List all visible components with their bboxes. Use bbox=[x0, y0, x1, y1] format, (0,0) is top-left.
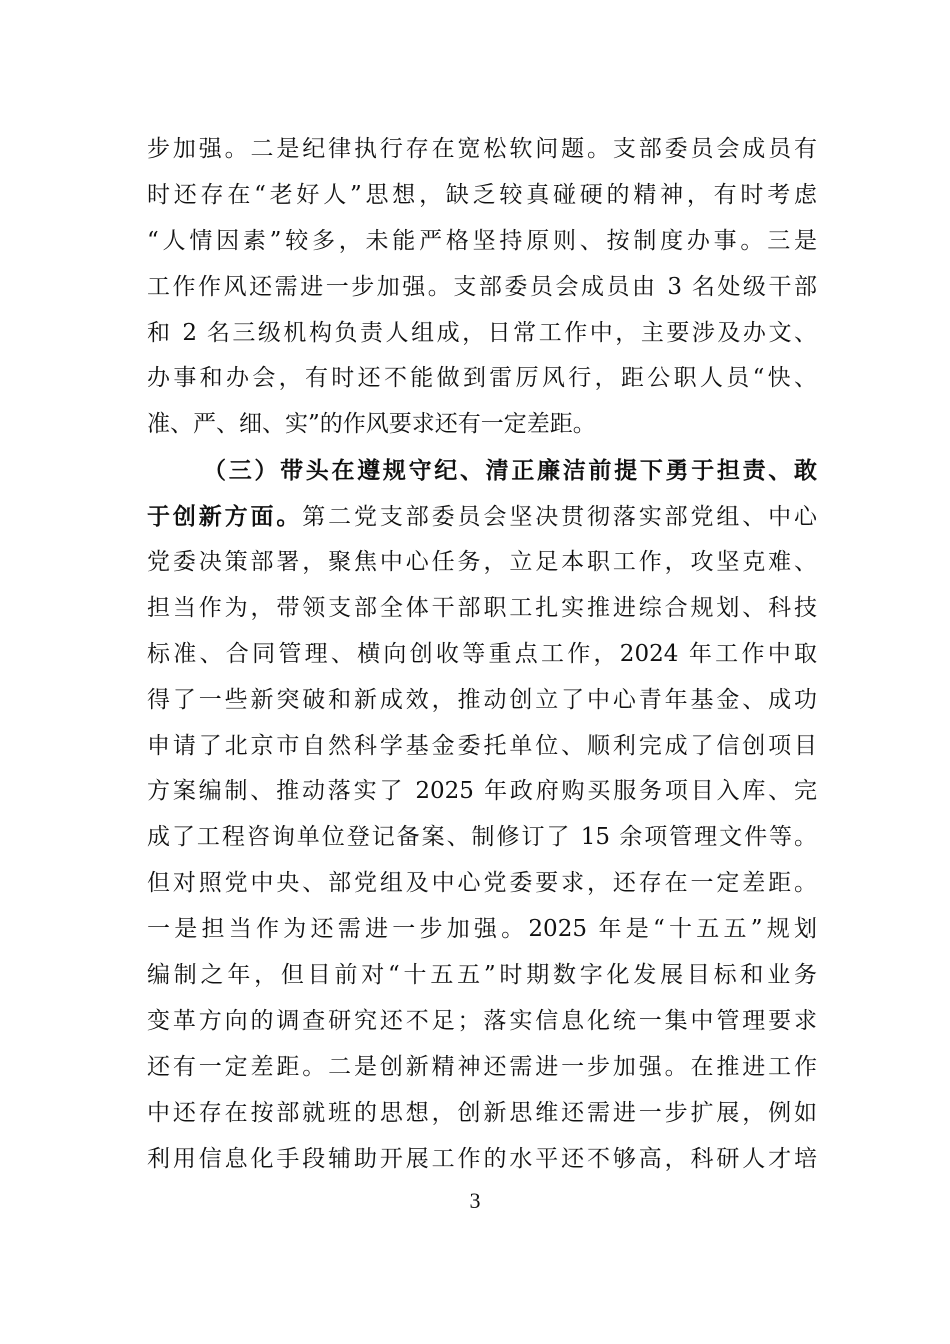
section-heading-end: 于创新方面。 bbox=[147, 503, 303, 531]
text-line: 但对照党中央、部党组及中心党委要求，还存在一定差距。 bbox=[147, 870, 817, 897]
text-line: 工作作风还需进一步加强。支部委员会成员由 3 名处级干部 bbox=[147, 273, 817, 300]
text-line: 还有一定差距。二是创新精神还需进一步加强。在推进工作 bbox=[147, 1053, 817, 1080]
body-text bbox=[147, 127, 817, 1182]
text-line: 得了一些新突破和新成效，推动创立了中心青年基金、成功 bbox=[147, 686, 817, 713]
text-line: 一是担当作为还需进一步加强。2025 年是“十五五”规划 bbox=[147, 916, 817, 943]
text-line: 成了工程咨询单位登记备案、制修订了 15 余项管理文件等。 bbox=[147, 824, 817, 851]
text-line: 变革方向的调查研究还不足；落实信息化统一集中管理要求 bbox=[147, 1007, 817, 1034]
text-line: 方案编制、推动落实了 2025 年政府购买服务项目入库、完 bbox=[147, 778, 817, 805]
text-line: 和 2 名三级机构负责人组成，日常工作中，主要涉及办文、 bbox=[147, 319, 817, 346]
text-line: 申请了北京市自然科学基金委托单位、顺利完成了信创项目 bbox=[147, 732, 817, 759]
text-line: 担当作为，带领支部全体干部职工扎实推进综合规划、科技 bbox=[147, 594, 817, 621]
text-line-mixed bbox=[147, 494, 817, 540]
text-line: 利用信息化手段辅助开展工作的水平还不够高，科研人才培 bbox=[147, 1145, 817, 1172]
text-line: 党委决策部署，聚焦中心任务，立足本职工作，攻坚克难、 bbox=[147, 549, 817, 576]
text-segment: 第二党支部委员会坚决贯彻落实部党组、中心 bbox=[302, 504, 818, 531]
text-line: 标准、合同管理、横向创收等重点工作，2024 年工作中取 bbox=[147, 640, 817, 667]
section-heading-line: （三）带头在遵规守纪、清正廉洁前提下勇于担责、敢 bbox=[203, 457, 817, 485]
text-line: 时还存在“老好人”思想，缺乏较真碰硬的精神，有时考虑 bbox=[147, 181, 817, 208]
page-number: 3 bbox=[469, 1188, 481, 1213]
text-line: 中还存在按部就班的思想，创新思维还需进一步扩展，例如 bbox=[147, 1099, 817, 1126]
text-line: 办事和办会，有时还不能做到雷厉风行，距公职人员“快、 bbox=[147, 365, 817, 392]
text-line: 步加强。二是纪律执行存在宽松软问题。支部委员会成员有 bbox=[147, 136, 817, 162]
text-line: 准、严、细、实”的作风要求还有一定差距。 bbox=[147, 411, 596, 438]
text-line: 编制之年，但目前对“十五五”时期数字化发展目标和业务 bbox=[147, 962, 817, 989]
text-line: “人情因素”较多，未能严格坚持原则、按制度办事。三是 bbox=[147, 227, 817, 254]
